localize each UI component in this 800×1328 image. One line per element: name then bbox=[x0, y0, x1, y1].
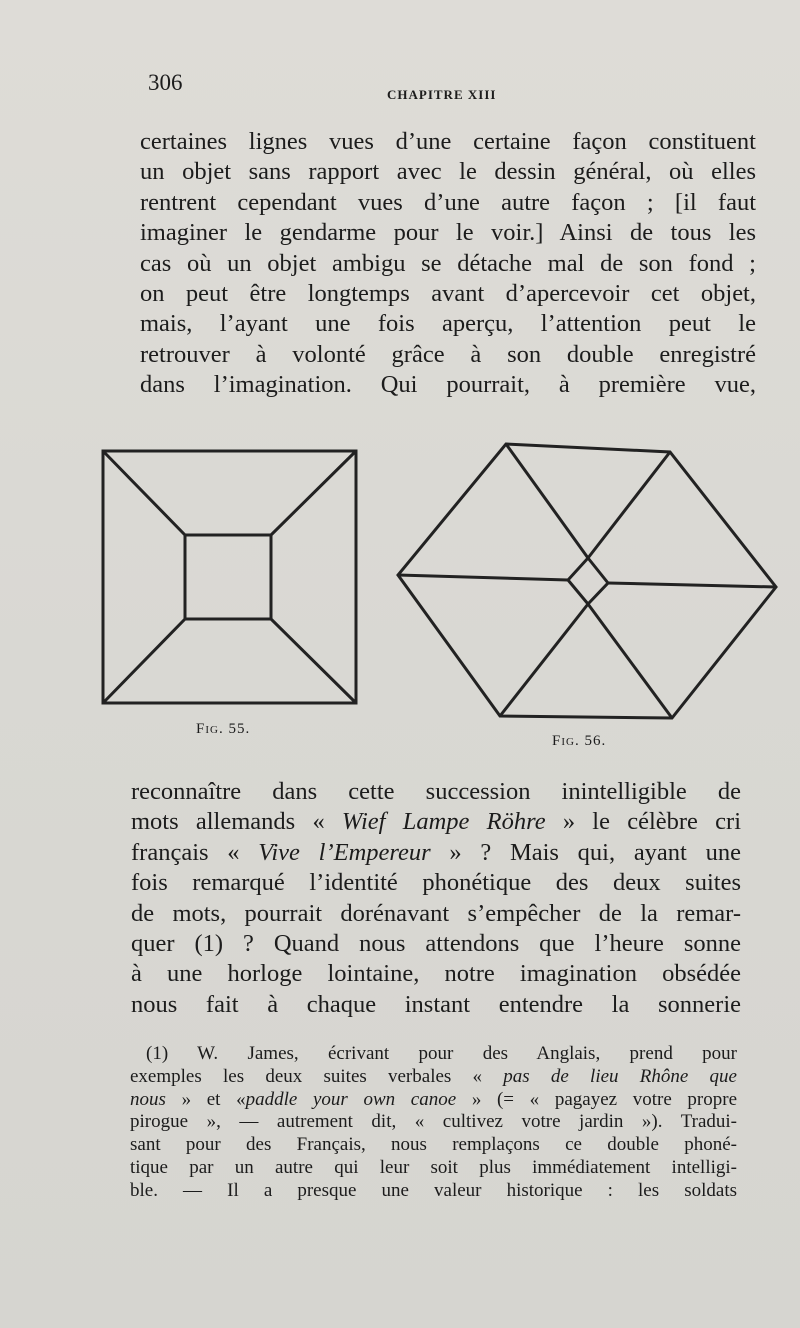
diagonal-edge bbox=[103, 619, 185, 703]
radial-edge bbox=[398, 575, 568, 580]
text-line: certaines lignes vues d’une certaine façon constituent bbox=[140, 128, 756, 155]
footnote-line: exemples les deux suites verbales « pas de lieu Rhône que bbox=[130, 1065, 737, 1087]
diagonal-edge bbox=[103, 451, 185, 535]
footnote-line: ble. — Il a presque une valeur historique : les soldats bbox=[130, 1179, 737, 1201]
text-line: de mots, pourrait dorénavant s’empêcher de la remar- bbox=[131, 899, 741, 927]
radial-edge bbox=[588, 452, 670, 558]
text-line: reconnaître dans cette succession inintelligible de bbox=[131, 778, 741, 805]
paragraph-bottom bbox=[131, 777, 741, 1020]
running-head: CHAPITRE XIII bbox=[387, 87, 497, 102]
text-line: français « Vive l’Empereur » ? Mais qui, ayant une bbox=[131, 838, 741, 866]
page-number: 306 bbox=[148, 70, 183, 95]
text-line: rentrent cependant vues d’une autre façon ; [il faut bbox=[140, 188, 756, 216]
radial-edge bbox=[500, 604, 588, 716]
paragraph-top bbox=[140, 127, 756, 401]
french-phrase: Vive l’Empereur bbox=[258, 838, 431, 866]
diagonal-edge bbox=[271, 619, 356, 703]
text-line: mots allemands « Wief Lampe Röhre » le célèbre cri bbox=[131, 808, 742, 836]
text-line: un objet sans rapport avec le dessin général, où elles bbox=[140, 158, 756, 186]
text-line: quer (1) ? Quand nous attendons que l’heure sonne bbox=[131, 930, 741, 958]
footnote-line: pirogue », — autrement dit, « cultivez votre jardin »). Tradui- bbox=[130, 1111, 737, 1133]
text-line: dans l’imagination. Qui pourrait, à première vue, bbox=[140, 371, 756, 399]
radial-edge bbox=[506, 444, 588, 558]
text-line: fois remarqué l’identité phonétique des deux suites bbox=[131, 869, 741, 897]
text-line: on peut être longtemps avant d’apercevoir cet objet, bbox=[140, 280, 756, 308]
footnote-line: (1) W. James, écrivant pour des Anglais, prend pour bbox=[146, 1043, 737, 1064]
radial-edge bbox=[588, 604, 672, 718]
text-line: nous fait à chaque instant entendre la sonnerie bbox=[131, 990, 741, 1018]
inner-square bbox=[185, 535, 271, 619]
german-phrase: Wief Lampe Röhre bbox=[341, 808, 546, 836]
figure-55-caption: Fig. 55. bbox=[196, 721, 251, 737]
footnote-line: tique par un autre qui leur soit plus immédiatement intelligi- bbox=[130, 1156, 737, 1178]
figure-56-hexagon bbox=[394, 440, 782, 725]
text-line: cas où un objet ambigu se détache mal de son fond ; bbox=[140, 249, 756, 277]
text-line: à une horloge lointaine, notre imagination obsédée bbox=[131, 960, 741, 988]
text-line: retrouver à volonté grâce à son double enregistré bbox=[140, 340, 756, 368]
footnote-line: sant pour des Français, nous remplaçons ce double phoné- bbox=[130, 1134, 737, 1156]
figure-55-square-frustum bbox=[98, 444, 360, 708]
text-line: mais, l’ayant une fois aperçu, l’attention peut le bbox=[140, 310, 756, 338]
text-line: imaginer le gendarme pour le voir.] Ainsi de tous les bbox=[140, 219, 756, 247]
radial-edge bbox=[608, 583, 776, 587]
footnote-line: nous » et «paddle your own canoe » (= « pagayez votre propre bbox=[130, 1088, 738, 1110]
footnote bbox=[130, 1043, 737, 1203]
diagonal-edge bbox=[271, 451, 356, 535]
figure-56-caption: Fig. 56. bbox=[552, 733, 607, 749]
inner-diamond bbox=[568, 558, 608, 604]
outer-hexagon bbox=[398, 444, 776, 718]
